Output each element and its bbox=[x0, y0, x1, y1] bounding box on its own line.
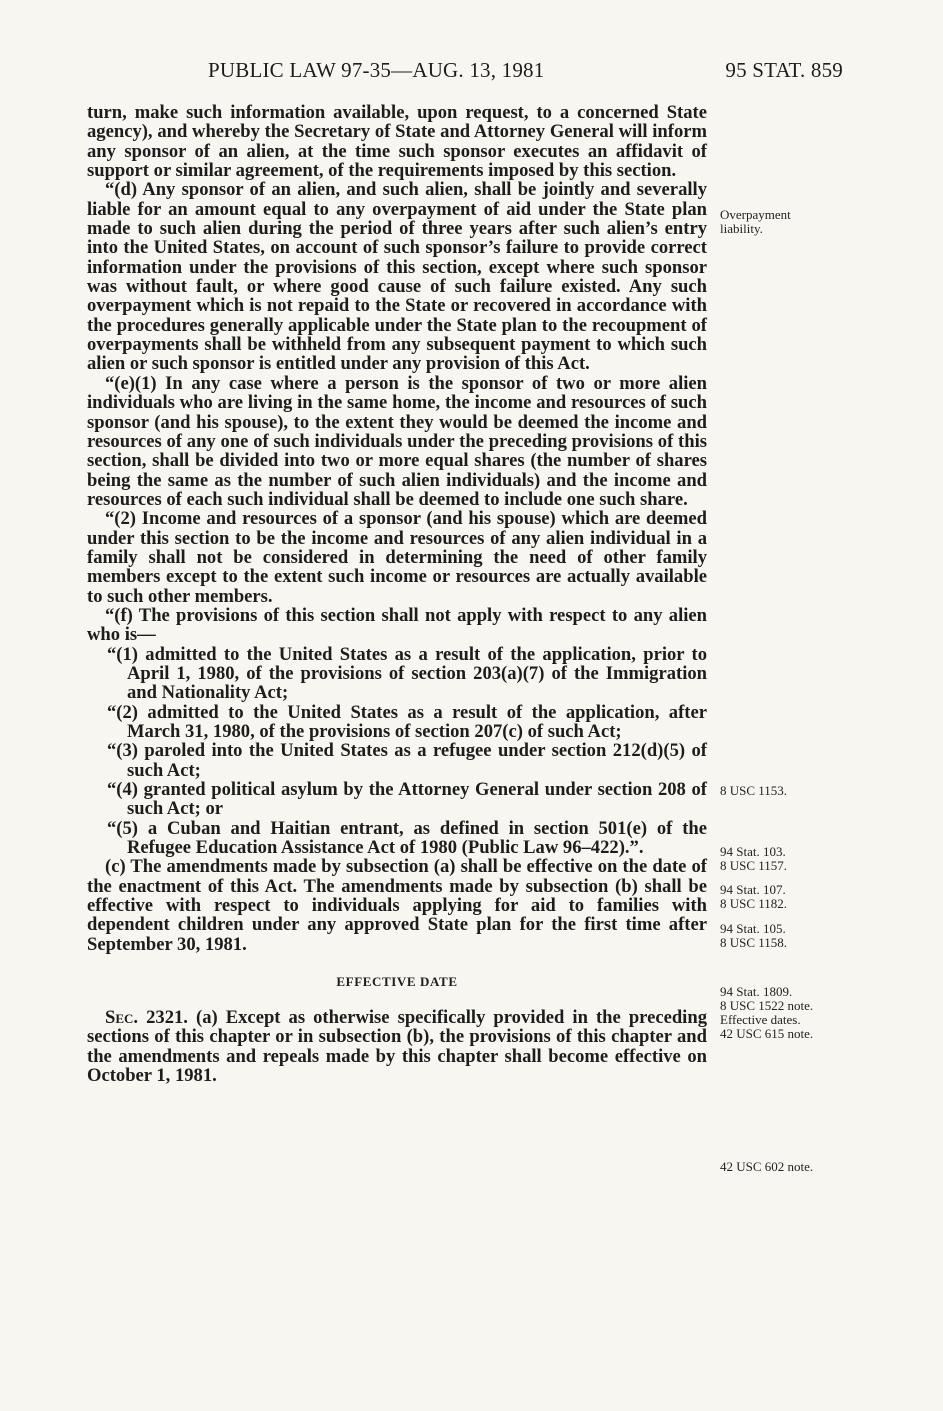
running-header-stat-page: 95 STAT. 859 bbox=[725, 58, 843, 82]
list-item-f4: “(4) granted political asylum by the Attorney General under section 208 of such Act; or bbox=[107, 779, 707, 820]
margin-note-stat107-line: 94 Stat. 107. bbox=[720, 882, 786, 897]
margin-note-8usc1153 bbox=[720, 784, 850, 798]
margin-note-stat103 bbox=[720, 845, 850, 873]
paragraph-subsection-e1: “(e)(1) In any case where a person is the sponsor of two or more alien individuals who are living in the same home, the income and resources of such sponsor (and his spouse), to the extent they would be deemed the income and resources of any one of such individuals under the preceding provisions of this section, shall be divided into two or more equal shares (the number of shares being the same as the number of such alien individuals) and the income and resources of each such individual shall be deemed to include one such share. bbox=[87, 372, 707, 510]
margin-note-effective-dates: Effective dates. bbox=[720, 1012, 801, 1027]
margin-note-stat103-line: 94 Stat. 103. bbox=[720, 844, 786, 859]
margin-note-overpayment-line1: Overpayment bbox=[720, 207, 791, 222]
paragraph-continuation: turn, make such information available, upon request, to a concerned State agency), and whereby the Secretary of State and Attorney General will inform any sponsor of an alien, at the time such sponsor executes an affidavit of support or similar agreement, of the requirements imposed by this section. bbox=[87, 102, 707, 182]
margin-note-usc1182: 8 USC 1182. bbox=[720, 896, 788, 911]
paragraph-subsection-f: “(f) The provisions of this section shall not apply with respect to any alien who is— bbox=[87, 604, 707, 646]
paragraph-sec-2321 bbox=[87, 1008, 707, 1085]
margin-note-usc615: 42 USC 615 note. bbox=[720, 1026, 814, 1041]
margin-note-stat105 bbox=[720, 922, 850, 950]
list-item-f1: “(1) admitted to the United States as a result of the application, prior to April 1, 1980, of the provisions of section 203(a)(7) of the Immigration and Nationality Act; bbox=[107, 643, 707, 704]
body-text-column bbox=[87, 103, 707, 1086]
margin-note-overpayment-line2: liability. bbox=[720, 221, 763, 236]
paragraph-subsection-e2: “(2) Income and resources of a sponsor (and his spouse) which are deemed under this section to be the income and resources of any alien individual in a family shall not be considered in determining the need of other family members except to the extent such income or resources are actually available to such other members. bbox=[87, 508, 707, 607]
margin-note-stat105-line: 94 Stat. 105. bbox=[720, 921, 786, 936]
margin-note-usc1158: 8 USC 1158. bbox=[720, 935, 788, 950]
list-item-f2: “(2) admitted to the United States as a result of the application, after March 31, 1980, of the provisions of section 207(c) of such Act; bbox=[107, 701, 707, 742]
margin-note-usc1157: 8 USC 1157. bbox=[720, 858, 788, 873]
list-item-f5: “(5) a Cuban and Haitian entrant, as defined in section 501(e) of the Refugee Education Assistance Act of 1980 (Public Law 96–422).”. bbox=[107, 817, 707, 859]
margin-note-stat1809-line: 94 Stat. 1809. bbox=[720, 984, 793, 999]
paragraph-subsection-d: “(d) Any sponsor of an alien, and such alien, shall be jointly and severally liable for an amount equal to any overpayment of aid under the State plan made to such alien during the period of three years after such alien’s entry into the United States, on account of such sponsor’s failure to provide correct information under the provisions of this section, except where such sponsor was without fault, or where good cause of such failure existed. Any such overpayment which is not repaid to the State or recovered in accordance with the procedures generally applicable under the State plan to the recoupment of overpayments shall be withheld from any subsequent payment to which such alien or such sponsor is entitled under any provision of this Act. bbox=[87, 179, 707, 375]
sec-2321-text: 2321. (a) Except as otherwise specifically provided in the preceding sections of this chapter or in subsection (b), the provisions of this chapter and the amendments and repeals made by this chapter shall become effective on October 1, 1981. bbox=[87, 1007, 707, 1087]
running-header-title: PUBLIC LAW 97-35—AUG. 13, 1981 bbox=[208, 58, 545, 82]
sec-label: Sec. bbox=[105, 1007, 139, 1029]
paragraph-subsection-c: (c) The amendments made by subsection (a) shall be effective on the date of the enactment of this Act. The amendments made by subsection (b) shall be effective with respect to individuals applying for aid to families with dependent children under any approved State plan for the first time after September 30, 1981. bbox=[87, 856, 707, 955]
margin-note-overpayment bbox=[720, 208, 850, 236]
margin-note-usc602: 42 USC 602 note. bbox=[720, 1159, 814, 1174]
margin-note-42usc602 bbox=[720, 1160, 850, 1174]
margin-note-stat107 bbox=[720, 883, 850, 911]
list-item-f3: “(3) paroled into the United States as a refugee under section 212(d)(5) of such Act; bbox=[107, 740, 707, 781]
section-heading-effective-date: EFFECTIVE DATE bbox=[336, 974, 458, 990]
margin-note-usc1153: 8 USC 1153. bbox=[720, 783, 788, 798]
margin-note-usc1522: 8 USC 1522 note. bbox=[720, 998, 814, 1013]
margin-note-stat1809 bbox=[720, 985, 850, 1041]
